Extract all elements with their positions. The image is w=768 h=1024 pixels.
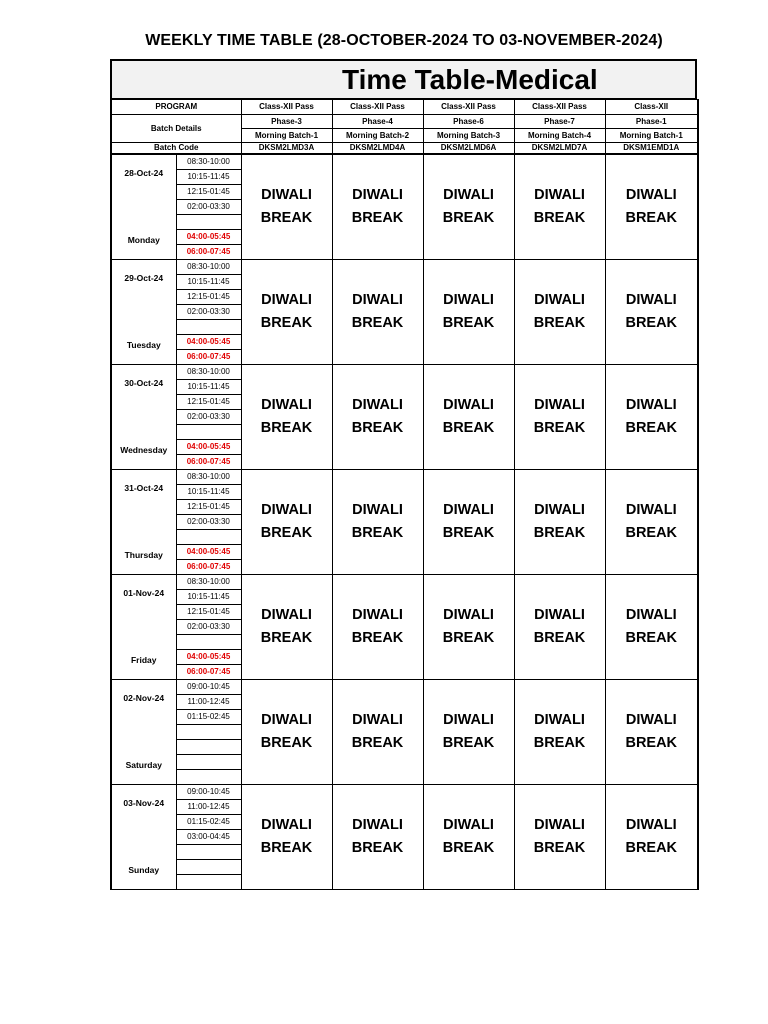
break-line-1: DIWALI <box>443 501 494 518</box>
day-date: 31-Oct-24 <box>124 482 164 493</box>
batch-cell: Morning Batch-2 <box>332 129 423 143</box>
diwali-break-cell <box>241 469 332 574</box>
time-slot: 04:00-05:45 <box>176 439 241 454</box>
diwali-break-cell <box>605 679 698 784</box>
break-line-2: BREAK <box>625 839 678 856</box>
day-cell <box>111 679 176 784</box>
header-code-row <box>111 143 698 154</box>
break-line-2: BREAK <box>533 314 586 331</box>
break-line-2: BREAK <box>442 524 495 541</box>
diwali-break-cell <box>605 364 698 469</box>
time-slot: 10:15-11:45 <box>176 379 241 394</box>
time-slot <box>176 634 241 649</box>
time-slot <box>176 844 241 859</box>
break-line-1: DIWALI <box>352 606 403 623</box>
break-line-1: DIWALI <box>261 291 312 308</box>
day-date: 28-Oct-24 <box>124 167 164 178</box>
break-line-1: DIWALI <box>352 711 403 728</box>
phase-cell: Phase-3 <box>241 115 332 129</box>
time-slot: 06:00-07:45 <box>176 454 241 469</box>
time-slot: 09:00-10:45 <box>176 679 241 694</box>
time-slot: 12:15-01:45 <box>176 394 241 409</box>
break-line-2: BREAK <box>533 524 586 541</box>
break-line-1: DIWALI <box>261 606 312 623</box>
break-line-2: BREAK <box>625 314 678 331</box>
time-slot: 11:00-12:45 <box>176 799 241 814</box>
break-line-1: DIWALI <box>443 396 494 413</box>
day-cell <box>111 364 176 469</box>
break-line-1: DIWALI <box>352 396 403 413</box>
break-line-2: BREAK <box>351 419 404 436</box>
time-slot: 08:30-10:00 <box>176 154 241 170</box>
break-line-2: BREAK <box>260 209 313 226</box>
diwali-break-cell <box>332 154 423 260</box>
schedule-row <box>111 574 698 589</box>
diwali-break-cell <box>423 259 514 364</box>
diwali-break-cell <box>332 364 423 469</box>
diwali-break-cell <box>423 679 514 784</box>
break-line-2: BREAK <box>533 629 586 646</box>
break-line-1: DIWALI <box>625 291 677 308</box>
time-slot: 10:15-11:45 <box>176 169 241 184</box>
day-date: 30-Oct-24 <box>124 377 164 388</box>
diwali-break-cell <box>514 154 605 260</box>
phase-cell: Phase-1 <box>605 115 698 129</box>
day-name: Wednesday <box>120 445 168 455</box>
batch-code-label: Batch Code <box>111 143 241 154</box>
schedule-row <box>111 364 698 379</box>
day-name: Monday <box>127 235 160 245</box>
day-cell <box>111 784 176 889</box>
program-cell: Class-XII Pass <box>514 100 605 115</box>
time-slot: 12:15-01:45 <box>176 604 241 619</box>
day-name: Sunday <box>128 865 160 875</box>
break-line-2: BREAK <box>260 524 313 541</box>
day-name: Friday <box>130 655 157 665</box>
time-slot: 10:15-11:45 <box>176 484 241 499</box>
sheet-heading: Time Table-Medical <box>342 64 598 95</box>
program-cell: Class-XII <box>605 100 698 115</box>
diwali-break-cell <box>605 154 698 260</box>
time-slot: 04:00-05:45 <box>176 334 241 349</box>
time-slot: 08:30-10:00 <box>176 259 241 274</box>
diwali-break-cell <box>423 574 514 679</box>
break-line-2: BREAK <box>260 419 313 436</box>
diwali-break-cell <box>332 259 423 364</box>
diwali-break-cell <box>514 574 605 679</box>
break-line-2: BREAK <box>351 629 404 646</box>
day-name: Saturday <box>125 760 162 770</box>
day-date: 02-Nov-24 <box>123 692 165 703</box>
time-slot: 01:15-02:45 <box>176 814 241 829</box>
break-line-1: DIWALI <box>625 711 677 728</box>
schedule-row <box>111 784 698 799</box>
diwali-break-cell <box>241 784 332 889</box>
day-name: Thursday <box>124 550 163 560</box>
break-line-1: DIWALI <box>352 501 403 518</box>
diwali-break-cell <box>605 469 698 574</box>
phase-cell: Phase-4 <box>332 115 423 129</box>
time-slot: 08:30-10:00 <box>176 364 241 379</box>
break-line-1: DIWALI <box>443 186 494 203</box>
break-line-1: DIWALI <box>443 291 494 308</box>
diwali-break-cell <box>423 784 514 889</box>
time-slot: 10:15-11:45 <box>176 589 241 604</box>
day-date: 29-Oct-24 <box>124 272 164 283</box>
day-date: 01-Nov-24 <box>123 587 165 598</box>
diwali-break-cell <box>605 574 698 679</box>
break-line-2: BREAK <box>625 524 678 541</box>
time-slot <box>176 769 241 784</box>
diwali-break-cell <box>241 364 332 469</box>
diwali-break-cell <box>514 364 605 469</box>
diwali-break-cell <box>332 679 423 784</box>
break-line-1: DIWALI <box>534 711 585 728</box>
diwali-break-cell <box>605 259 698 364</box>
break-line-1: DIWALI <box>625 816 677 833</box>
time-slot: 09:00-10:45 <box>176 784 241 799</box>
break-line-1: DIWALI <box>534 816 585 833</box>
schedule-row <box>111 469 698 484</box>
time-slot <box>176 214 241 229</box>
break-line-2: BREAK <box>260 629 313 646</box>
program-cell: Class-XII Pass <box>241 100 332 115</box>
time-slot: 03:00-04:45 <box>176 829 241 844</box>
diwali-break-cell <box>332 784 423 889</box>
time-slot <box>176 754 241 769</box>
time-slot: 10:15-11:45 <box>176 274 241 289</box>
program-cell: Class-XII Pass <box>332 100 423 115</box>
diwali-break-cell <box>241 259 332 364</box>
time-slot: 06:00-07:45 <box>176 664 241 679</box>
break-line-1: DIWALI <box>261 816 312 833</box>
phase-cell: Phase-6 <box>423 115 514 129</box>
diwali-break-cell <box>514 259 605 364</box>
break-line-2: BREAK <box>533 734 586 751</box>
time-slot: 12:15-01:45 <box>176 499 241 514</box>
time-slot: 01:15-02:45 <box>176 709 241 724</box>
break-line-2: BREAK <box>625 734 678 751</box>
time-slot: 06:00-07:45 <box>176 349 241 364</box>
schedule-row <box>111 259 698 274</box>
time-slot: 04:00-05:45 <box>176 649 241 664</box>
time-slot: 12:15-01:45 <box>176 184 241 199</box>
diwali-break-cell <box>423 154 514 260</box>
diwali-break-cell <box>332 574 423 679</box>
break-line-2: BREAK <box>442 734 495 751</box>
break-line-2: BREAK <box>442 209 495 226</box>
break-line-1: DIWALI <box>625 606 677 623</box>
break-line-1: DIWALI <box>534 186 585 203</box>
time-slot: 08:30-10:00 <box>176 469 241 484</box>
break-line-1: DIWALI <box>534 396 585 413</box>
break-line-1: DIWALI <box>534 291 585 308</box>
timetable-table <box>110 99 699 890</box>
time-slot <box>176 424 241 439</box>
time-slot <box>176 874 241 889</box>
time-slot <box>176 724 241 739</box>
time-slot: 06:00-07:45 <box>176 244 241 259</box>
batch-code-cell: DKSM2LMD4A <box>332 143 423 154</box>
diwali-break-cell <box>514 784 605 889</box>
day-cell <box>111 574 176 679</box>
break-line-2: BREAK <box>351 209 404 226</box>
program-label: PROGRAM <box>111 100 241 115</box>
diwali-break-cell <box>423 469 514 574</box>
header-phase-row <box>111 115 698 129</box>
break-line-2: BREAK <box>533 839 586 856</box>
time-slot: 02:00-03:30 <box>176 409 241 424</box>
break-line-2: BREAK <box>260 314 313 331</box>
break-line-1: DIWALI <box>261 711 312 728</box>
document-title: WEEKLY TIME TABLE (28-OCTOBER-2024 TO 03-NOVEMBER-2024) <box>145 32 663 49</box>
diwali-break-cell <box>514 469 605 574</box>
phase-cell: Phase-7 <box>514 115 605 129</box>
break-line-2: BREAK <box>442 629 495 646</box>
diwali-break-cell <box>241 574 332 679</box>
header-program-row <box>111 100 698 115</box>
day-cell <box>111 259 176 364</box>
break-line-2: BREAK <box>442 839 495 856</box>
break-line-1: DIWALI <box>261 186 312 203</box>
diwali-break-cell <box>241 154 332 260</box>
break-line-1: DIWALI <box>534 606 585 623</box>
break-line-1: DIWALI <box>625 396 677 413</box>
time-slot: 02:00-03:30 <box>176 304 241 319</box>
sheet-heading-banner <box>110 59 697 99</box>
diwali-break-cell <box>514 679 605 784</box>
batch-code-cell: DKSM2LMD3A <box>241 143 332 154</box>
break-line-1: DIWALI <box>352 186 403 203</box>
batch-cell: Morning Batch-1 <box>605 129 698 143</box>
time-slot <box>176 859 241 874</box>
time-slot: 11:00-12:45 <box>176 694 241 709</box>
batch-code-cell: DKSM1EMD1A <box>605 143 698 154</box>
day-date: 03-Nov-24 <box>123 797 165 808</box>
day-cell <box>111 154 176 260</box>
diwali-break-cell <box>605 784 698 889</box>
diwali-break-cell <box>423 364 514 469</box>
time-slot: 04:00-05:45 <box>176 229 241 244</box>
timetable-sheet <box>110 59 697 890</box>
break-line-2: BREAK <box>351 314 404 331</box>
schedule-row <box>111 154 698 170</box>
break-line-2: BREAK <box>442 419 495 436</box>
break-line-2: BREAK <box>625 209 678 226</box>
break-line-2: BREAK <box>260 734 313 751</box>
break-line-2: BREAK <box>625 419 678 436</box>
break-line-1: DIWALI <box>261 396 312 413</box>
break-line-2: BREAK <box>260 839 313 856</box>
batch-cell: Morning Batch-1 <box>241 129 332 143</box>
time-slot: 04:00-05:45 <box>176 544 241 559</box>
program-cell: Class-XII Pass <box>423 100 514 115</box>
break-line-1: DIWALI <box>534 501 585 518</box>
batch-cell: Morning Batch-4 <box>514 129 605 143</box>
batch-code-cell: DKSM2LMD6A <box>423 143 514 154</box>
time-slot: 02:00-03:30 <box>176 199 241 214</box>
batch-details-label: Batch Details <box>111 115 241 143</box>
diwali-break-cell <box>241 679 332 784</box>
break-line-2: BREAK <box>351 524 404 541</box>
schedule-row <box>111 679 698 694</box>
time-slot <box>176 529 241 544</box>
break-line-2: BREAK <box>351 839 404 856</box>
break-line-2: BREAK <box>533 419 586 436</box>
break-line-1: DIWALI <box>261 501 312 518</box>
batch-code-cell: DKSM2LMD7A <box>514 143 605 154</box>
break-line-1: DIWALI <box>625 186 677 203</box>
break-line-1: DIWALI <box>443 816 494 833</box>
diwali-break-cell <box>332 469 423 574</box>
time-slot <box>176 319 241 334</box>
break-line-1: DIWALI <box>625 501 677 518</box>
day-name: Tuesday <box>126 340 161 350</box>
time-slot: 02:00-03:30 <box>176 619 241 634</box>
break-line-2: BREAK <box>533 209 586 226</box>
time-slot: 08:30-10:00 <box>176 574 241 589</box>
break-line-1: DIWALI <box>352 816 403 833</box>
time-slot: 02:00-03:30 <box>176 514 241 529</box>
break-line-1: DIWALI <box>352 291 403 308</box>
break-line-2: BREAK <box>442 314 495 331</box>
break-line-2: BREAK <box>625 629 678 646</box>
day-cell <box>111 469 176 574</box>
batch-cell: Morning Batch-3 <box>423 129 514 143</box>
time-slot: 06:00-07:45 <box>176 559 241 574</box>
break-line-2: BREAK <box>351 734 404 751</box>
break-line-1: DIWALI <box>443 606 494 623</box>
break-line-1: DIWALI <box>443 711 494 728</box>
time-slot <box>176 739 241 754</box>
time-slot: 12:15-01:45 <box>176 289 241 304</box>
